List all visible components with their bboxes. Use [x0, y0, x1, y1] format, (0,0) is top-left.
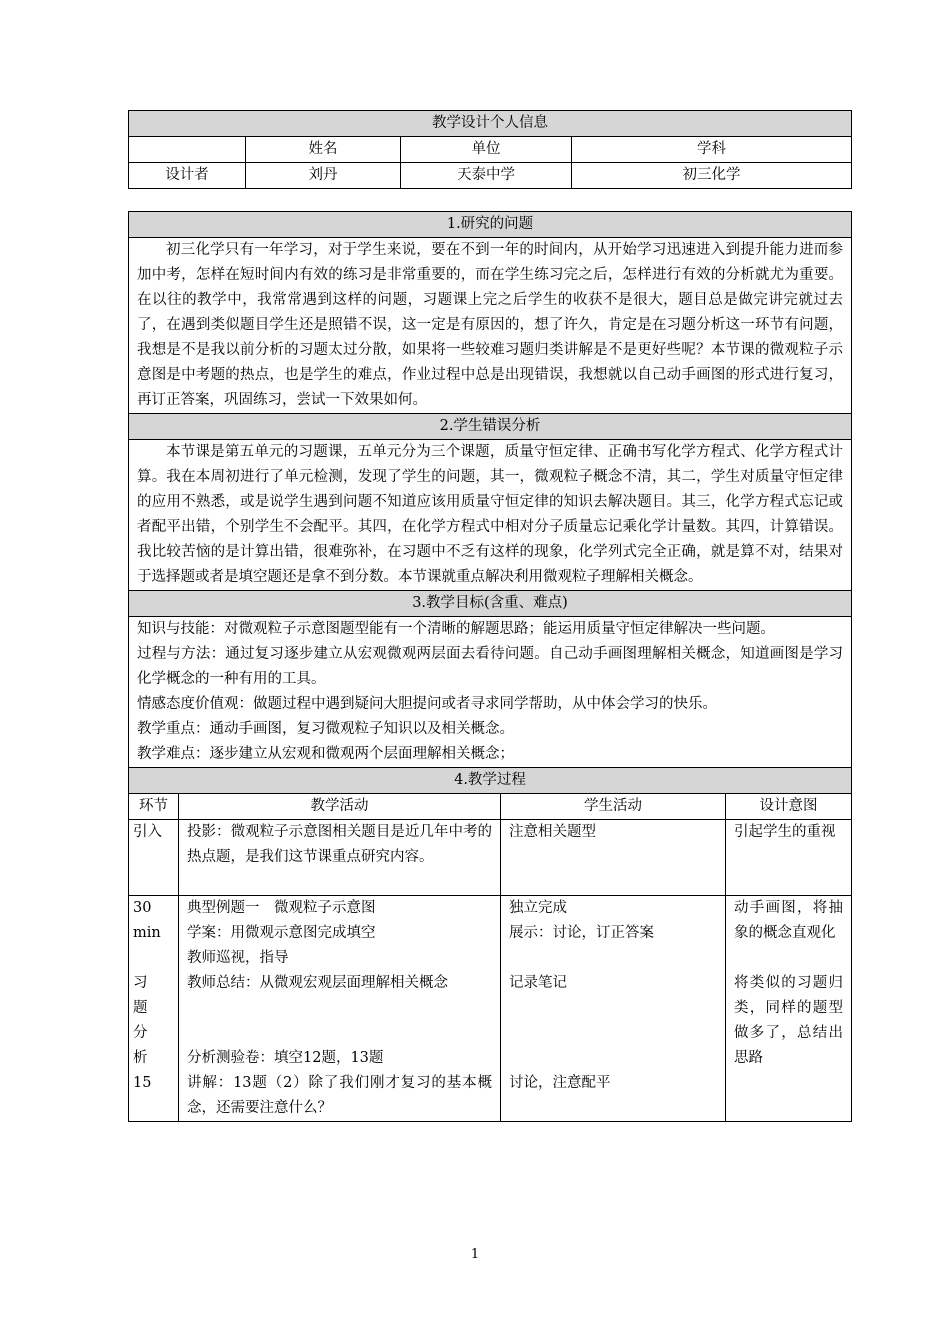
- personal-info-table: [128, 110, 852, 189]
- student-line: 记录笔记: [509, 975, 567, 991]
- info-value-name: 刘丹: [246, 163, 401, 189]
- section-2-title: 2.学生错误分析: [129, 414, 852, 440]
- intent-line: [734, 946, 843, 971]
- section-1-title: 1.研究的问题: [129, 212, 852, 238]
- student-line: [509, 1046, 717, 1071]
- process-header-stage: 环节: [129, 794, 179, 820]
- teacher-line: 讲解：13题（2）除了我们刚才复习的基本概念，还需要注意什么？: [187, 1075, 492, 1116]
- stage-line: 析: [133, 1050, 148, 1066]
- teaching-difficulty: 教学难点：逐步建立从宏观和微观两个层面理解相关概念；: [137, 746, 514, 762]
- intent-line: 动手画图，将抽象的概念直观化: [734, 900, 844, 941]
- student-line: 展示：讨论，订正答案: [509, 925, 654, 941]
- row1-intent: 引起学生的重视: [726, 820, 852, 896]
- row2-teacher: [179, 896, 501, 1122]
- teacher-line: 典型例题一 微观粒子示意图: [187, 900, 376, 916]
- info-header-name: 姓名: [246, 137, 401, 163]
- teaching-key-point: 教学重点：通动手画图，复习微观粒子知识以及相关概念。: [137, 721, 514, 737]
- intent-line: 将类似的习题归类，同样的题型做多了，总结出思路: [734, 975, 844, 1066]
- teacher-line: [187, 996, 492, 1021]
- table-row: [129, 820, 852, 896]
- info-title: 教学设计个人信息: [129, 111, 852, 137]
- teacher-line: 教师巡视，指导: [187, 950, 289, 966]
- table-row: [129, 896, 852, 1122]
- info-value-unit: 天泰中学: [401, 163, 572, 189]
- process-header-intent: 设计意图: [726, 794, 852, 820]
- student-line: [509, 996, 717, 1021]
- section-2-text: 本节课是第五单元的习题课，五单元分为三个课题，质量守恒定律、正确书写化学方程式、化学方程式计算。我在本周初进行了单元检测，发现了学生的问题，其一，微观粒子概念不清，其二，学生对质量守恒定律的应用不熟悉，或是说学生遇到问题不知道应该用质量守恒定律的知识去解决题目。其三，化学方程式忘记或者配平出错，个别学生不会配平。其四，在化学方程式中相对分子质量忘记乘化学计量数。其四，计算错误。我比较苦恼的是计算出错，很难弥补，在习题中不乏有这样的现象，化学列式完全正确，就是算不对，结果对于选择题或者是填空题还是拿不到分数。本节课就重点解决利用微观粒子理解相关概念。: [129, 440, 852, 591]
- student-line: 独立完成: [509, 900, 567, 916]
- stage-line: [133, 946, 174, 971]
- page-number: 1: [470, 1247, 480, 1262]
- section-4-title: 4.教学过程: [129, 768, 852, 794]
- row2-student: [501, 896, 726, 1122]
- info-header-subject: 学科: [572, 137, 852, 163]
- stage-line: 15: [133, 1075, 152, 1091]
- stage-line: min: [133, 925, 161, 941]
- objective-knowledge: 知识与技能：对微观粒子示意图题型能有一个清晰的解题思路；能运用质量守恒定律解决一些问题。: [137, 621, 775, 637]
- stage-line: 30: [133, 900, 152, 916]
- row1-stage: 引入: [129, 820, 179, 896]
- objective-process: 过程与方法：通过复习逐步建立从宏观微观两层面去看待问题。自己动手画图理解相关概念，知道画图是学习化学概念的一种有用的工具。: [137, 646, 844, 687]
- teacher-line: 学案：用微观示意图完成填空: [187, 925, 376, 941]
- section-3-body: [129, 617, 852, 768]
- teacher-line: 分析测验卷：填空12题，13题: [187, 1050, 384, 1066]
- teacher-line: [187, 1021, 492, 1046]
- section-1-text: 初三化学只有一年学习，对于学生来说，要在不到一年的时间内，从开始学习迅速进入到提升能力进而参加中考，怎样在短时间内有效的练习是非常重要的，而在学生练习完之后，怎样进行有效的分析就尤为重要。在以往的教学中，我常常遇到这样的问题，习题课上完之后学生的收获不是很大，题目总是做完讲完就过去了，在遇到类似题目学生还是照错不误，这一定是有原因的，想了许久，肯定是在习题分析这一环节有问题，我想是不是我以前分析的习题太过分散，如果将一些较难习题归类讲解是不是更好些呢？本节课的微观粒子示意图是中考题的热点，也是学生的难点，作业过程中总是出现错误，我想就以自己动手画图的形式进行复习，再订正答案，巩固练习，尝试一下效果如何。: [129, 238, 852, 414]
- process-header-teacher: 教学活动: [179, 794, 501, 820]
- section-3-title: 3.教学目标(含重、难点): [129, 591, 852, 617]
- stage-line: 题: [133, 1000, 148, 1016]
- info-header-unit: 单位: [401, 137, 572, 163]
- row2-stage: [129, 896, 179, 1122]
- stage-line: 分: [133, 1025, 148, 1041]
- student-line: 讨论，注意配平: [509, 1075, 611, 1091]
- lesson-design-table: [128, 211, 852, 1122]
- process-header-student: 学生活动: [501, 794, 726, 820]
- info-empty-cell: [129, 137, 246, 163]
- objective-attitude: 情感态度价值观：做题过程中遇到疑问大胆提问或者寻求同学帮助，从中体会学习的快乐。: [137, 696, 717, 712]
- info-value-subject: 初三化学: [572, 163, 852, 189]
- student-line: [509, 946, 717, 971]
- row1-teacher: 投影：微观粒子示意图相关题目是近几年中考的热点题，是我们这节课重点研究内容。: [179, 820, 501, 896]
- row1-student: 注意相关题型: [501, 820, 726, 896]
- row2-intent: [726, 896, 852, 1122]
- info-row-label: 设计者: [129, 163, 246, 189]
- teacher-line: 教师总结：从微观宏观层面理解相关概念: [187, 975, 448, 991]
- student-line: [509, 1021, 717, 1046]
- stage-line: 习: [133, 975, 148, 991]
